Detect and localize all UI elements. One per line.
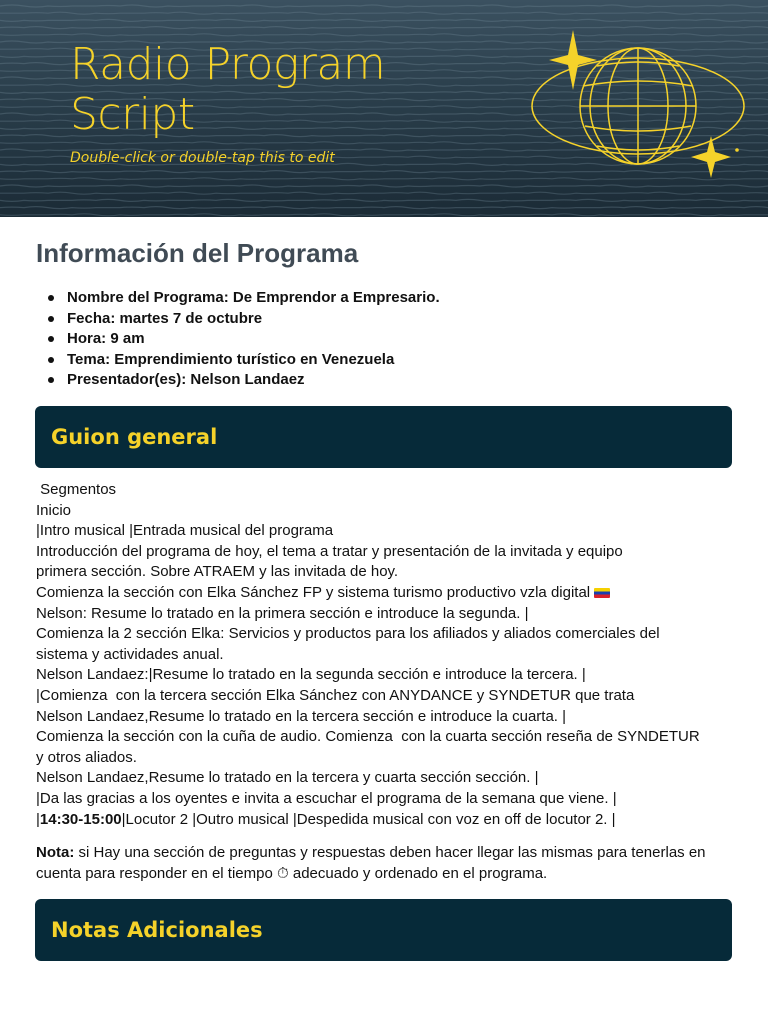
script-line: y otros aliados.: [36, 748, 137, 766]
notas-heading: Notas Adicionales: [51, 918, 263, 942]
banner-subtitle[interactable]: Double-click or double-tap this to edit: [70, 150, 335, 166]
header-banner: [0, 0, 768, 217]
script-line-with-flag: [36, 583, 736, 604]
script-line: |Comienza con la tercera sección Elka Sánchez con ANYDANCE y SYNDETUR que trata: [36, 686, 635, 704]
stopwatch-icon: ⏱: [277, 865, 289, 882]
note-text-1: si Hay una sección de preguntas y respuestas deben hacer llegar las mismas para tenerlas en cuenta para responder en el tiempo: [36, 844, 706, 882]
note-text-2: adecuado y ordenado en el programa.: [288, 865, 548, 882]
globe-sparkle-icon: [525, 28, 755, 188]
info-item-nombre: Nombre del Programa: De Emprendor a Empresario.: [36, 288, 440, 309]
script-line: Nelson Landaez,Resume lo tratado en la tercera y cuarta sección sección. |: [36, 769, 539, 787]
info-list: [36, 288, 440, 391]
script-line: Comienza la 2 sección Elka: Servicios y productos para los afiliados y aliados comerciales del: [36, 625, 660, 643]
script-line: primera sección. Sobre ATRAEM y las invitada de hoy.: [36, 563, 399, 581]
info-item-tema: Tema: Emprendimiento turístico en Venezuela: [36, 350, 440, 371]
notas-section-header: [35, 899, 732, 961]
script-line-text: Comienza la sección con Elka Sánchez FP y sistema turismo productivo vzla digital: [36, 583, 591, 601]
note-label: Nota:: [36, 844, 75, 861]
info-item-fecha: Fecha: martes 7 de octubre: [36, 309, 440, 330]
script-line: Nelson Landaez:|Resume lo tratado en la segunda sección e introduce la tercera. |: [36, 666, 586, 684]
closing-time: 14:30-15:00: [39, 810, 122, 828]
guion-heading: Guion general: [51, 425, 218, 449]
script-line: Introducción del programa de hoy, el tema a tratar y presentación de la invitada y equipo: [36, 542, 623, 560]
closing-prefix: |: [36, 810, 40, 828]
script-body: [36, 480, 736, 830]
script-line: Comienza la sección con la cuña de audio. Comienza con la cuarta sección reseña de SYNDETUR: [36, 728, 700, 746]
info-item-hora: Hora: 9 am: [36, 329, 440, 350]
script-line: Segmentos: [36, 481, 117, 498]
info-item-presentador: Presentador(es): Nelson Landaez: [36, 370, 440, 391]
note-paragraph: [36, 842, 736, 884]
venezuela-flag-icon: [594, 588, 610, 598]
script-line: Nelson Landaez,Resume lo tratado en la tercera sección e introduce la cuarta. |: [36, 707, 567, 725]
script-line: Inicio: [36, 501, 72, 519]
script-line: |Da las gracias a los oyentes e invita a escuchar el programa de la semana que viene. |: [36, 789, 617, 807]
closing-rest: |Locutor 2 |Outro musical |Despedida musical con voz en off de locutor 2. |: [121, 810, 616, 828]
info-heading: Información del Programa: [36, 238, 359, 268]
banner-title-line1: Radio Program: [70, 39, 386, 90]
script-line-closing: [36, 810, 736, 831]
script-line: Nelson: Resume lo tratado en la primera sección e introduce la segunda. |: [36, 604, 529, 622]
banner-title-line2: Script: [70, 89, 195, 140]
script-line: sistema y actividades anual.: [36, 645, 224, 663]
banner-title[interactable]: [70, 40, 490, 140]
guion-section-header: [35, 406, 732, 468]
script-line: |Intro musical |Entrada musical del programa: [36, 522, 334, 540]
